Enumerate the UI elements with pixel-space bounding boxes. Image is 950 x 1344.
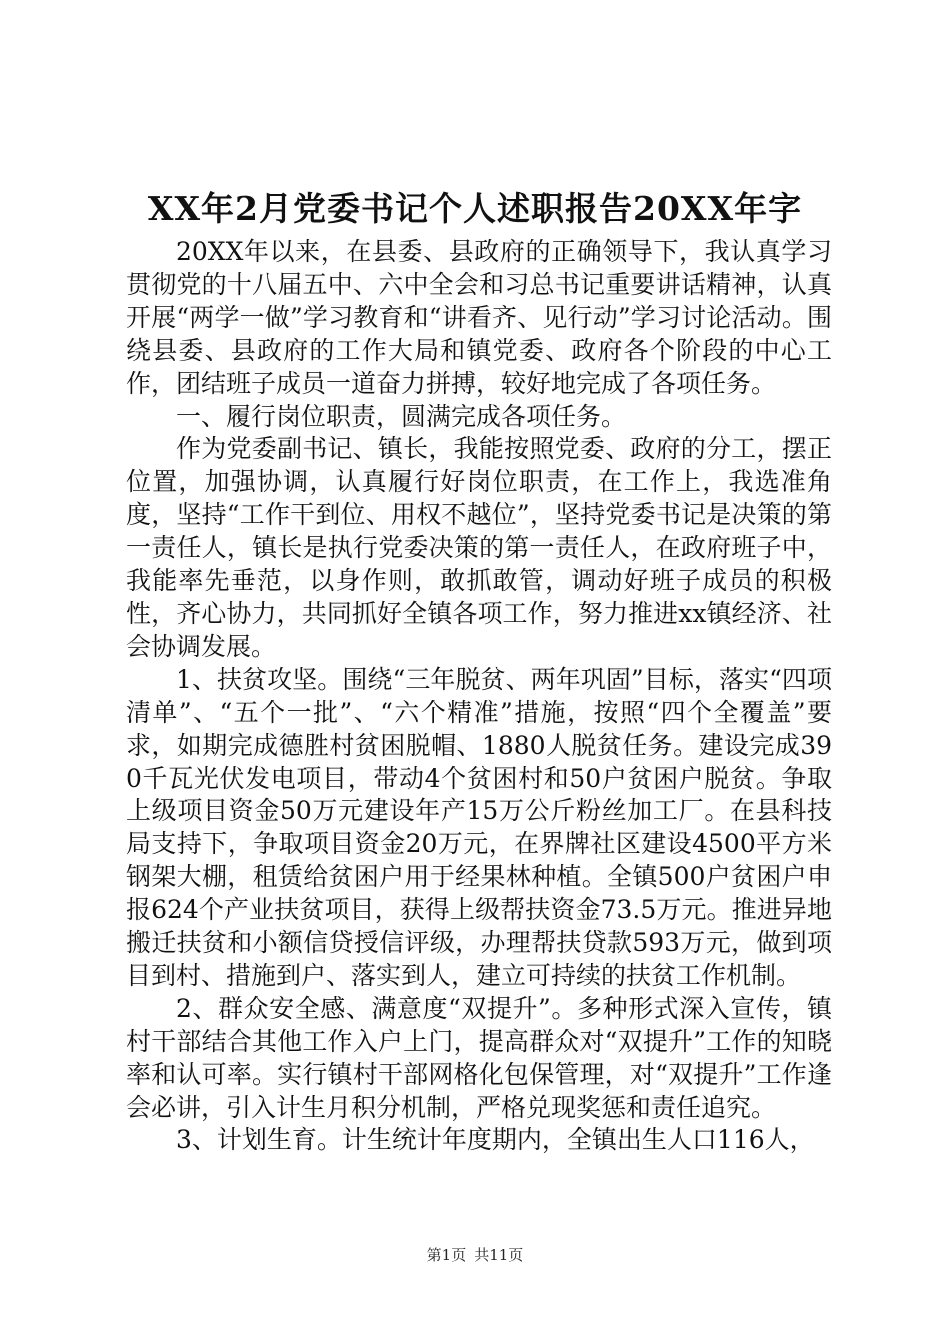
paragraph-family-planning: 3、计划生育。计生统计年度期内，全镇出生人口116人， [176, 1125, 815, 1155]
paragraph-poverty-alleviation: 1、扶贫攻坚。围绕“三年脱贫、两年巩固”目标，落实“四项清单”、“五个一批”、“六个精准”措施，按照“四个全覆盖”要求，如期完成德胜村贫困脱帽、1880人脱贫任务。建设完成390千瓦光伏发电项目，带动4个贫困村和50户贫困户脱贫。争取上级项目资金50万元建设年产15万公斤粉丝加工厂。在县科技局支持下，争取项目资金20万元，在界牌社区建设4500平方米钢架大棚，租赁给贫困户用于经果林种植。全镇500户贫困户申报624个产业扶贫项目，获得上级帮扶资金73.5万元。推进异地搬迁扶贫和小额信贷授信评级，办理帮扶贷款593万元，做到项目到村、措施到户、落实到人，建立可持续的扶贫工作机制。 [126, 664, 832, 990]
document-body [126, 236, 832, 1157]
page-total: 共11页 [474, 1246, 524, 1264]
section-heading-1: 一、履行岗位职责，圆满完成各项任务。 [176, 401, 627, 431]
paragraph-duties: 作为党委副书记、镇长，我能按照党委、政府的分工，摆正位置，加强协调，认真履行好岗位职责，在工作上，我选准角度，坚持“工作干到位、用权不越位”，坚持党委书记是决策的第一责任人，镇长是执行党委决策的第一责任人，在政府班子中，我能率先垂范，以身作则，敢抓敢管，调动好班子成员的积极性，齐心协力，共同抓好全镇各项工作，努力推进xx镇经济、社会协调发展。 [126, 434, 832, 661]
paragraph-double-improvement: 2、群众安全感、满意度“双提升”。多种形式深入宣传，镇村干部结合其他工作入户上门，提高群众对“双提升”工作的知晓率和认可率。实行镇村干部网格化包保管理，对“双提升”工作逢会必讲，引入计生月积分机制，严格兑现奖惩和责任追究。 [126, 993, 832, 1122]
document-title: XX年2月党委书记个人述职报告20XX年字 [147, 189, 803, 228]
page-number: 第1页 [426, 1246, 467, 1264]
paragraph-intro: 20XX年以来，在县委、县政府的正确领导下，我认真学习贯彻党的十八届五中、六中全会和习总书记重要讲话精神，认真开展“两学一做”学习教育和“讲看齐、见行动”学习讨论活动。围绕县委、县政府的工作大局和镇党委、政府各个阶段的中心工作，团结班子成员一道奋力拼搏，较好地完成了各项任务。 [126, 237, 832, 398]
page-footer [0, 1244, 950, 1266]
